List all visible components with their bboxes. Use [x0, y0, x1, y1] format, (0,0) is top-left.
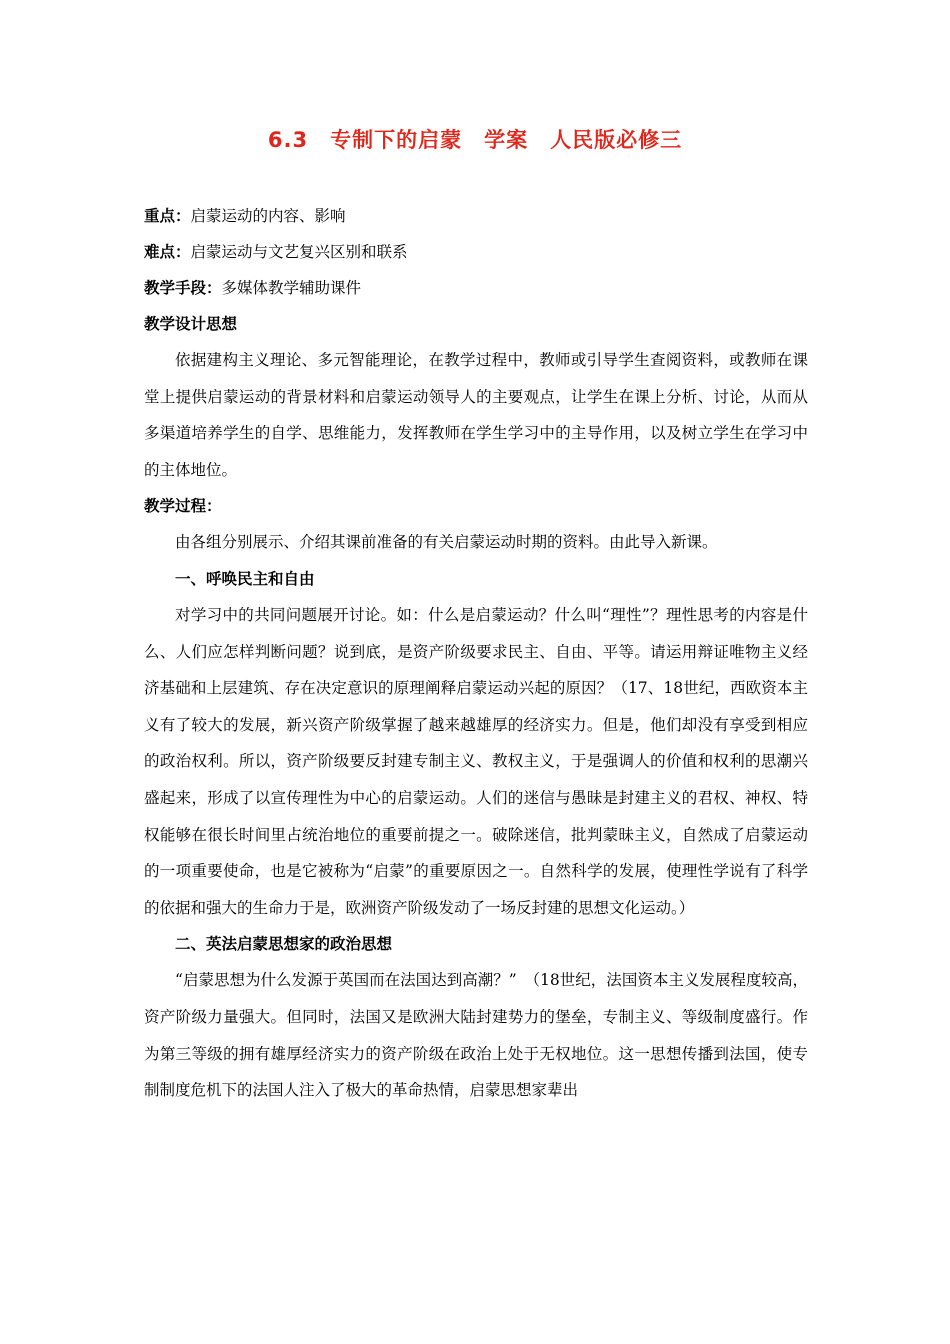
- teaching-means-text: 多媒体教学辅助课件: [221, 279, 362, 297]
- key-point-label: 重点：: [144, 207, 191, 225]
- difficulty-text: 启蒙运动与文艺复兴区别和联系: [190, 243, 408, 261]
- difficulty-line: [144, 234, 808, 270]
- document-title: 6.3 专制下的启蒙 学案 人民版必修三: [267, 128, 683, 152]
- document-body: [144, 198, 808, 1109]
- teaching-means-line: [144, 270, 808, 306]
- section1-paragraph: 对学习中的共同问题展开讨论。如：什么是启蒙运动？什么叫“理性”？理性思考的内容是什么、人们应怎样判断问题？说到底，是资产阶级要求民主、自由、平等。请运用辩证唯物主义经济基础和上层建筑、存在决定意识的原理阐释启蒙运动兴起的原因？（17、18世纪，西欧资本主义有了较大的发展，新兴资产阶级掌握了越来越雄厚的经济实力。但是，他们却没有享受到相应的政治权利。所以，资产阶级要反封建专制主义、教权主义，于是强调人的价值和权利的思潮兴盛起来，形成了以宣传理性为中心的启蒙运动。人们的迷信与愚昧是封建主义的君权、神权、特权能够在很长时间里占统治地位的重要前提之一。破除迷信，批判蒙昧主义，自然成了启蒙运动的一项重要使命，也是它被称为“启蒙”的重要原因之一。自然科学的发展，使理性学说有了科学的依据和强大的生命力于是，欧洲资产阶级发动了一场反封建的思想文化运动。）: [144, 605, 808, 917]
- teaching-means-label: 教学手段：: [144, 279, 222, 297]
- section2-paragraph: “启蒙思想为什么发源于英国而在法国达到高潮？” （18世纪，法国资本主义发展程度较高，资产阶级力量强大。但同时，法国又是欧洲大陆封建势力的堡垒，专制主义、等级制度盛行。作为第三等级的拥有雄厚经济实力的资产阶级在政治上处于无权地位。这一思想传播到法国，使专制制度危机下的法国人注入了极大的革命热情，启蒙思想家辈出: [144, 971, 808, 1100]
- section2-heading: 二、英法启蒙思想家的政治思想: [175, 935, 393, 954]
- key-point-text: 启蒙运动的内容、影响: [190, 207, 346, 225]
- difficulty-label: 难点：: [144, 243, 191, 261]
- intro-paragraph: 由各组分别展示、介绍其课前准备的有关启蒙运动时期的资料。由此导入新课。: [175, 533, 718, 552]
- design-heading: 教学设计思想: [144, 315, 238, 333]
- section1-heading: 一、呼唤民主和自由: [175, 569, 315, 588]
- process-heading: 教学过程：: [144, 497, 222, 516]
- design-paragraph: 依据建构主义理论、多元智能理论，在教学过程中，教师或引导学生查阅资料，或教师在课堂上提供启蒙运动的背景材料和启蒙运动领导人的主要观点，让学生在课上分析、讨论，从而从多渠道培养学生的自学、思维能力，发挥教师在学生学习中的主导作用，以及树立学生在学习中的主体地位。: [144, 351, 808, 479]
- key-point-line: [144, 198, 808, 234]
